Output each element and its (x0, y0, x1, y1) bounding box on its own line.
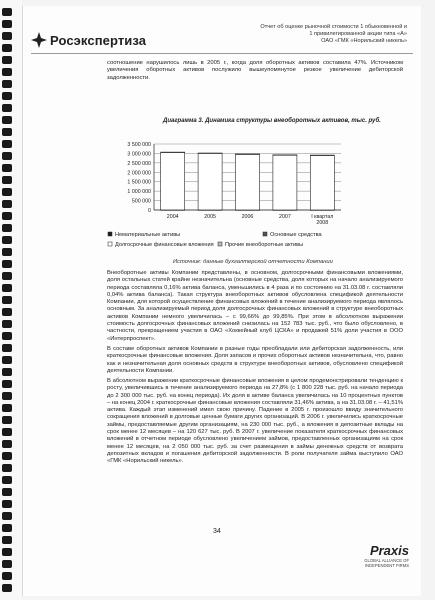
legend-label: Нематериальные активы (115, 232, 181, 238)
binding-ring (2, 8, 12, 16)
binding-ring (2, 116, 12, 124)
legend-swatch (108, 242, 112, 246)
binding-ring (2, 368, 12, 376)
header-line: Отчет об оценке рыночной стоимости 1 обыкновенной и (260, 24, 407, 30)
binding-ring (2, 404, 12, 412)
binding-ring (2, 20, 12, 28)
binding-ring (2, 44, 12, 52)
y-tick-label: 2 000 000 (127, 170, 151, 177)
binding-ring (2, 392, 12, 400)
x-tick-label: 2005 (204, 214, 216, 220)
binding-ring (2, 356, 12, 364)
binding-ring (2, 236, 12, 244)
binding-ring (2, 344, 12, 352)
paragraph-current-assets: В составе оборотных активов Компании в разные годы преобладали или дебиторская задолженность, или краткосрочные финансовые вложения. Доля запасов и прочих оборотных активов незначительна, что, равно как и незначительная доля основных средств в структуре внеоборотных активов, обусловлено спецификой деятельности Компании. (107, 346, 403, 374)
binding-ring (2, 548, 12, 556)
y-tick-label: 1 000 000 (127, 189, 151, 196)
binding-ring (2, 176, 12, 184)
binding-ring (2, 200, 12, 208)
binding-ring (2, 284, 12, 292)
binding-ring (2, 164, 12, 172)
chart-source: Источник: данные бухгалтерской отчетности Компании (173, 259, 333, 265)
binding-ring (2, 140, 12, 148)
y-tick-label: 0 (148, 208, 151, 214)
paragraph-short-term-investments: В абсолютном выражении краткосрочные финансовые вложения в целом продемонстрировали тенденцию к росту, увеличившись в течение анализируемого периода на 27,8% (с 1 800 228 тыс. руб. на начало периода до 2 300 000 тыс. руб. на конец периода). Их доля в активе баланса увеличилась на 10 процентных пунктов – на конец 2004 г. краткосрочные финансовые вложения составляли 31,46% актива, а на 31.03.08 г. – 41,51% актива. Каждый этап изменений имел свою причину. Падение в 2005 г. произошло ввиду значительного сокращения вложений в долговые ценные бумаги других организаций. В 2006 г. увеличились краткосрочные займы, предоставляемые другим организациям, на 230 000 тыс. руб., а вложения в депозитные вклады на срок менее 12 месяцев – на 120 627 тыс. руб. В 2007 г. увеличение показателя краткосрочных финансовых вложений в отчетном периоде обусловлено увеличением займов, предоставленных организациям на срок менее 12 месяцев, на 2 050 000 тыс. руб. за счет размещения в займы денежных средств от возврата депозитных вкладов и погашения дебиторской задолженности. В роли получателя займа выступило ОАО «ГМК «Норильский никель». (107, 378, 403, 465)
binding-ring (2, 104, 12, 112)
binding-ring (2, 452, 12, 460)
bar-segment (161, 152, 185, 210)
binding-ring (2, 92, 12, 100)
x-tick-label: 2004 (166, 214, 179, 220)
praxis-tagline: GLOBAL ALLIANCE OF INDEPENDENT FIRMS (364, 558, 409, 568)
paragraph-noncurrent-assets: Внеоборотные активы Компании представлены, в основном, долгосрочными финансовыми вложениями, доля остальных статей крайне незначительна (основные средства, доля которых на начало анализируемого периода составляла 0,16% актива баланса, уменьшились в 4 раза и по состоянию на 31.03.08 г. составляли 0,04% актива баланса). Такая структура внеоборотных активов обусловлена спецификой деятельности Компании, для которой осуществление финансовых вложений в течение анализируемого периода являлось основным. За анализируемый период доля долгосрочных финансовых вложений в структуре внеоборотных активов Компании немного увеличилась – с 99,66% до 99,85%. При этом в абсолютном выражении стоимость долгосрочных финансовых вложений снизилась на 152 783 тыс. руб., что было обусловлено, в частности, прекращением участия в ОАО «Хоккейный клуб ЦСКА» и продажей 51% доли участия в ООО «Интерпроспект». (107, 270, 403, 342)
binding-ring (2, 440, 12, 448)
y-tick-label: 500 000 (131, 198, 151, 205)
header-line: 1 привилегированной акции типа «А» (309, 31, 407, 37)
bar-segment (273, 155, 297, 210)
binding-ring (2, 248, 12, 256)
binding-ring (2, 188, 12, 196)
legend-swatch (108, 232, 112, 236)
binding-ring (2, 536, 12, 544)
praxis-logo (339, 543, 409, 568)
binding-ring (2, 512, 12, 520)
header-line: ОАО «ГМК «Норильский никель» (321, 38, 407, 44)
binding-ring (2, 572, 12, 580)
x-tick-label: 2008 (316, 220, 329, 226)
praxis-name: Praxis (369, 543, 409, 558)
binding-ring (2, 212, 12, 220)
legend-label: Прочие внеоборотные активы (225, 242, 304, 248)
binding-ring (2, 464, 12, 472)
binding-ring (2, 152, 12, 160)
binding-ring (2, 416, 12, 424)
binding-ring (2, 380, 12, 388)
binding-ring (2, 488, 12, 496)
legend-swatch (218, 242, 222, 246)
logo-text: Росэкспертиза (50, 32, 147, 48)
intro-paragraph: соотношение нарушилось лишь в 2005 г., когда доля оборотных активов составила 47%. Источником увеличения оборотных активов послужило вышеупомянутое резкое увеличение дебиторской задолженности. (107, 60, 403, 81)
binding-ring (2, 332, 12, 340)
y-tick-label: 2 500 000 (127, 160, 151, 167)
binding-ring (2, 428, 12, 436)
x-tick-label: 2007 (279, 214, 291, 220)
bar-segment (310, 155, 334, 210)
binding-ring (2, 560, 12, 568)
x-tick-label: 2006 (241, 214, 254, 220)
bar-segment (236, 154, 260, 210)
legend-label: Основные средства (270, 232, 322, 238)
chart-title: Диаграмма 3. Динамика структуры внеоборотных активов, тыс. руб. (163, 118, 381, 124)
legend-label: Долгосрочные финансовые вложения (115, 242, 214, 248)
binding-ring (2, 296, 12, 304)
binding-ring (2, 128, 12, 136)
binding-ring (2, 56, 12, 64)
binding-ring (2, 500, 12, 508)
bar-segment (198, 153, 222, 210)
binding-ring (2, 308, 12, 316)
y-tick-label: 3 000 000 (127, 151, 151, 158)
document-page (22, 6, 421, 596)
binding-ring (2, 320, 12, 328)
binding-ring (2, 584, 12, 592)
binding-ring (2, 224, 12, 232)
y-tick-label: 1 500 000 (127, 179, 151, 186)
binding-ring (2, 80, 12, 88)
legend-swatch (263, 232, 267, 236)
binding-ring (2, 272, 12, 280)
binding-ring (2, 476, 12, 484)
spiral-binding (0, 0, 22, 600)
binding-ring (2, 260, 12, 268)
binding-ring (2, 524, 12, 532)
binding-ring (2, 68, 12, 76)
y-tick-label: 3 500 000 (127, 142, 151, 148)
binding-ring (2, 32, 12, 40)
x-tick-label: I квартал (311, 214, 334, 220)
page-number: 34 (213, 528, 221, 535)
